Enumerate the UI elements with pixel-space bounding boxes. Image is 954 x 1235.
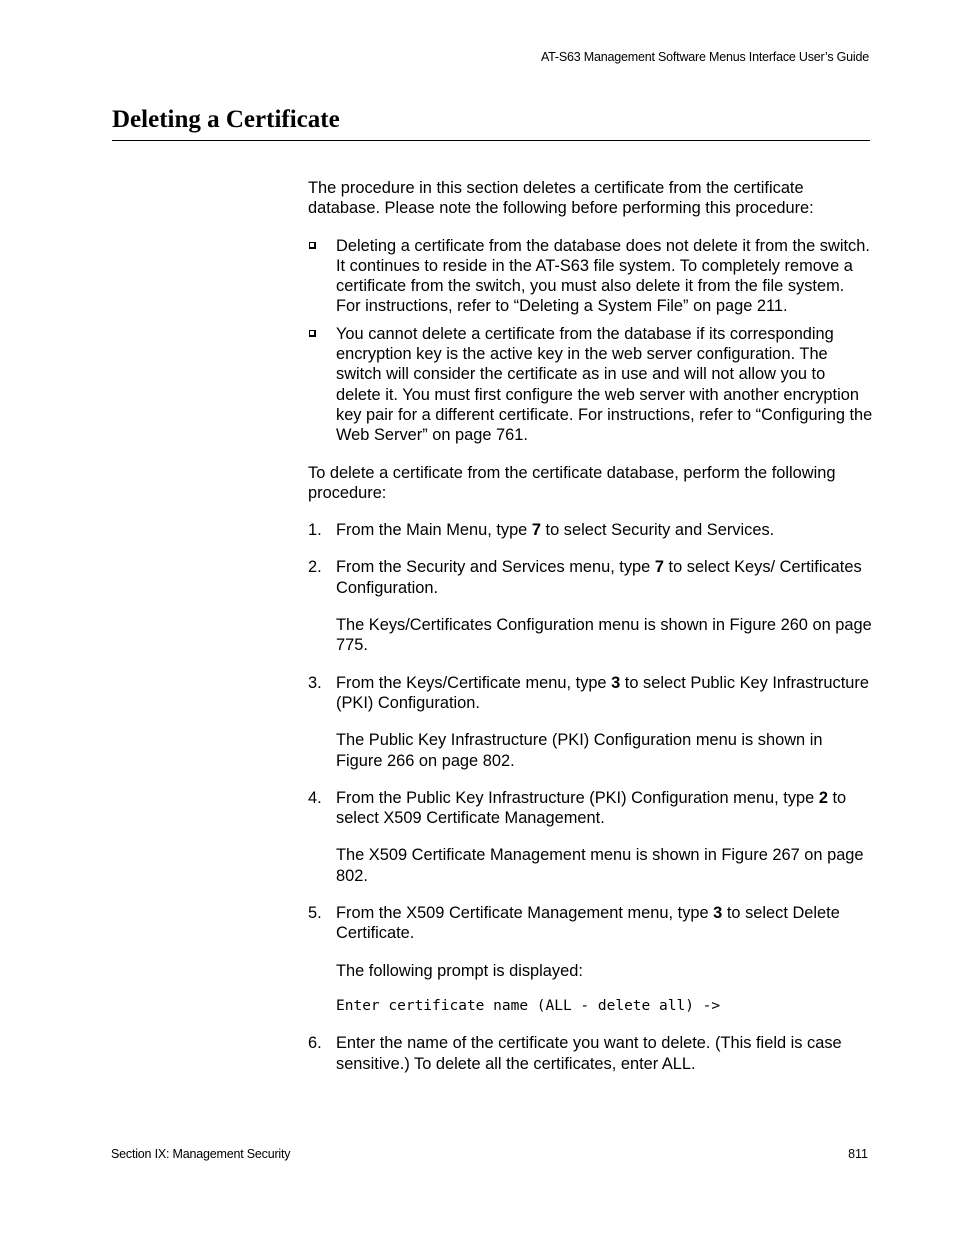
step-number: 5. xyxy=(308,904,322,923)
footer-section: Section IX: Management Security xyxy=(111,1147,291,1161)
body-text xyxy=(308,178,873,1091)
step-number: 3. xyxy=(308,673,322,692)
step-number: 2. xyxy=(308,558,322,577)
section-title: Deleting a Certificate xyxy=(112,106,340,133)
step-4 xyxy=(308,788,873,886)
step-text: Enter the name of the certificate you want to delete. (This field is case sensitive.) To delete all the certificates, enter ALL. xyxy=(336,1034,842,1073)
step-3 xyxy=(308,673,873,771)
step-text: From the Public Key Infrastructure (PKI) Configuration menu, type 2 to select X509 Certificate Management. xyxy=(336,788,847,828)
step-6 xyxy=(308,1033,873,1074)
procedure-steps xyxy=(308,520,873,1074)
step-note: The X509 Certificate Management menu is shown in Figure 267 on page 802. xyxy=(336,846,864,885)
step-note: The following prompt is displayed: xyxy=(336,961,583,980)
menu-key: 2 xyxy=(818,788,828,807)
step-note: The Public Key Infrastructure (PKI) Configuration menu is shown in Figure 266 on page 802. xyxy=(336,731,823,770)
step-1 xyxy=(308,520,873,540)
step-number: 4. xyxy=(308,788,322,807)
menu-key: 3 xyxy=(713,904,723,923)
command-prompt: Enter certificate name (ALL - delete all) -> xyxy=(336,997,721,1014)
step-text: From the Security and Services menu, type 7 to select Keys/ Certificates Configuration. xyxy=(336,558,862,597)
step-5 xyxy=(308,903,873,1016)
intro-paragraph: The procedure in this section deletes a certificate from the certificate database. Please note the following before performing this procedure: xyxy=(308,179,814,218)
checkbox-icon xyxy=(309,330,316,337)
menu-key: 3 xyxy=(611,673,621,692)
step-text: From the Keys/Certificate menu, type 3 to select Public Key Infrastructure (PKI) Configuration. xyxy=(336,673,869,712)
checkbox-icon xyxy=(309,242,316,249)
step-text: From the X509 Certificate Management menu, type 3 to select Delete Certificate. xyxy=(336,904,840,943)
step-number: 1. xyxy=(308,521,322,540)
step-2 xyxy=(308,557,873,655)
step-number: 6. xyxy=(308,1034,322,1053)
menu-key: 7 xyxy=(654,558,664,577)
step-text: From the Main Menu, type 7 to select Security and Services. xyxy=(336,521,775,540)
procedure-intro: To delete a certificate from the certificate database, perform the following procedure: xyxy=(308,463,836,502)
note-list xyxy=(308,236,873,446)
title-rule xyxy=(112,140,870,141)
list-item xyxy=(308,324,873,446)
list-item-text: You cannot delete a certificate from the database if its corresponding encryption key is the active key in the web server configuration. The switch will consider the certificate as in use and will not allow you to delete it. You must first configure the web server with another encryption key pair for a different certificate. For instructions, refer to “Configuring the Web Server” on page 761. xyxy=(336,324,873,445)
step-note: The Keys/Certificates Configuration menu is shown in Figure 260 on page 775. xyxy=(336,616,872,655)
menu-key: 7 xyxy=(531,521,541,540)
running-header: AT-S63 Management Software Menus Interface User’s Guide xyxy=(540,50,869,64)
list-item xyxy=(308,236,873,317)
list-item-text: Deleting a certificate from the database does not delete it from the switch. It continues to reside in the AT-S63 file system. To completely remove a certificate from the switch, you must also delete it from the file system. For instructions, refer to “Deleting a System File” on page 211. xyxy=(336,236,870,316)
page-number: 811 xyxy=(848,1147,868,1161)
